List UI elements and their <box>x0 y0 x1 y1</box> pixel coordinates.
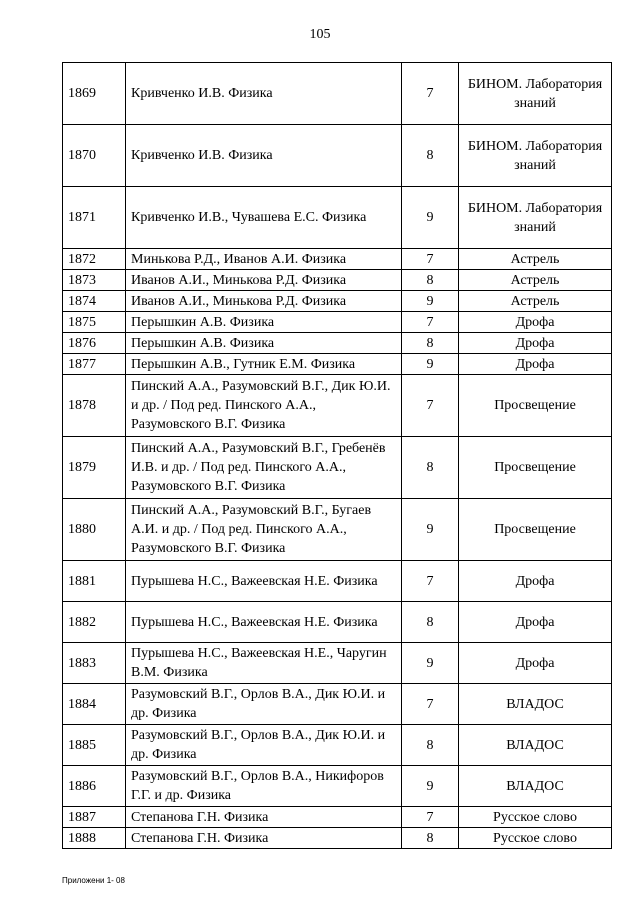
row-authors-title: Иванов А.И., Минькова Р.Д. Физика <box>126 291 402 312</box>
row-number: 1885 <box>63 725 126 766</box>
row-grade: 7 <box>402 684 459 725</box>
row-publisher: БИНОМ. Лаборатория знаний <box>459 63 612 125</box>
row-authors-title: Пинский А.А., Разумовский В.Г., Гребенёв И.В. и др. / Под ред. Пинского А.А., Разумовского В.Г. Физика <box>126 437 402 499</box>
row-grade: 9 <box>402 643 459 684</box>
row-authors-title: Перышкин А.В. Физика <box>126 312 402 333</box>
row-grade: 8 <box>402 333 459 354</box>
table-row <box>63 561 612 602</box>
row-grade: 7 <box>402 375 459 437</box>
row-authors-title: Кривченко И.В. Физика <box>126 63 402 125</box>
table-row <box>63 499 612 561</box>
textbook-table <box>62 62 612 849</box>
row-authors-title: Перышкин А.В. Физика <box>126 333 402 354</box>
table-row <box>63 766 612 807</box>
row-grade: 7 <box>402 312 459 333</box>
row-authors-title: Перышкин А.В., Гутник Е.М. Физика <box>126 354 402 375</box>
row-publisher: Просвещение <box>459 437 612 499</box>
table-row <box>63 643 612 684</box>
page-number: 105 <box>309 27 331 42</box>
table-row <box>63 828 612 849</box>
row-publisher: Астрель <box>459 270 612 291</box>
row-authors-title: Степанова Г.Н. Физика <box>126 807 402 828</box>
table-row <box>63 333 612 354</box>
footer-note: Приложени 1- 08 <box>62 876 125 885</box>
row-grade: 8 <box>402 437 459 499</box>
row-number: 1887 <box>63 807 126 828</box>
row-grade: 9 <box>402 766 459 807</box>
row-number: 1882 <box>63 602 126 643</box>
row-number: 1878 <box>63 375 126 437</box>
row-number: 1884 <box>63 684 126 725</box>
row-authors-title: Степанова Г.Н. Физика <box>126 828 402 849</box>
row-number: 1872 <box>63 249 126 270</box>
row-grade: 7 <box>402 561 459 602</box>
table-row <box>63 249 612 270</box>
row-publisher: ВЛАДОС <box>459 684 612 725</box>
table-row <box>63 437 612 499</box>
row-publisher: ВЛАДОС <box>459 725 612 766</box>
row-number: 1881 <box>63 561 126 602</box>
table-row <box>63 187 612 249</box>
row-grade: 9 <box>402 187 459 249</box>
row-publisher: Дрофа <box>459 312 612 333</box>
table-row <box>63 291 612 312</box>
row-authors-title: Разумовский В.Г., Орлов В.А., Никифоров Г.Г. и др. Физика <box>126 766 402 807</box>
row-number: 1877 <box>63 354 126 375</box>
row-authors-title: Пурышева Н.С., Важеевская Н.Е., Чаругин В.М. Физика <box>126 643 402 684</box>
table-row <box>63 807 612 828</box>
table-row <box>63 684 612 725</box>
row-authors-title: Разумовский В.Г., Орлов В.А., Дик Ю.И. и др. Физика <box>126 725 402 766</box>
row-publisher: Русское слово <box>459 828 612 849</box>
row-authors-title: Кривченко И.В., Чувашева Е.С. Физика <box>126 187 402 249</box>
row-publisher: Астрель <box>459 291 612 312</box>
row-authors-title: Пурышева Н.С., Важеевская Н.Е. Физика <box>126 602 402 643</box>
row-authors-title: Пурышева Н.С., Важеевская Н.Е. Физика <box>126 561 402 602</box>
row-number: 1874 <box>63 291 126 312</box>
row-grade: 8 <box>402 725 459 766</box>
row-publisher: Дрофа <box>459 602 612 643</box>
row-number: 1873 <box>63 270 126 291</box>
row-number: 1883 <box>63 643 126 684</box>
row-number: 1870 <box>63 125 126 187</box>
row-grade: 9 <box>402 499 459 561</box>
row-publisher: Просвещение <box>459 375 612 437</box>
row-number: 1869 <box>63 63 126 125</box>
row-number: 1888 <box>63 828 126 849</box>
row-publisher: БИНОМ. Лаборатория знаний <box>459 125 612 187</box>
row-authors-title: Кривченко И.В. Физика <box>126 125 402 187</box>
table-row <box>63 312 612 333</box>
table-row <box>63 354 612 375</box>
row-number: 1871 <box>63 187 126 249</box>
table-row <box>63 375 612 437</box>
row-grade: 8 <box>402 602 459 643</box>
row-number: 1880 <box>63 499 126 561</box>
row-publisher: Дрофа <box>459 561 612 602</box>
row-grade: 7 <box>402 807 459 828</box>
row-publisher: БИНОМ. Лаборатория знаний <box>459 187 612 249</box>
row-publisher: Русское слово <box>459 807 612 828</box>
row-publisher: Дрофа <box>459 354 612 375</box>
row-grade: 8 <box>402 828 459 849</box>
row-authors-title: Разумовский В.Г., Орлов В.А., Дик Ю.И. и др. Физика <box>126 684 402 725</box>
row-number: 1876 <box>63 333 126 354</box>
row-grade: 8 <box>402 270 459 291</box>
table-row <box>63 725 612 766</box>
row-grade: 7 <box>402 249 459 270</box>
table-row <box>63 63 612 125</box>
row-grade: 7 <box>402 63 459 125</box>
row-publisher: Дрофа <box>459 333 612 354</box>
row-publisher: Дрофа <box>459 643 612 684</box>
row-number: 1875 <box>63 312 126 333</box>
table-row <box>63 270 612 291</box>
table-row <box>63 602 612 643</box>
row-publisher: Астрель <box>459 249 612 270</box>
table-row <box>63 125 612 187</box>
row-authors-title: Пинский А.А., Разумовский В.Г., Бугаев А.И. и др. / Под ред. Пинского А.А., Разумовского В.Г. Физика <box>126 499 402 561</box>
row-grade: 9 <box>402 354 459 375</box>
row-number: 1879 <box>63 437 126 499</box>
row-grade: 9 <box>402 291 459 312</box>
row-publisher: ВЛАДОС <box>459 766 612 807</box>
row-authors-title: Иванов А.И., Минькова Р.Д. Физика <box>126 270 402 291</box>
row-number: 1886 <box>63 766 126 807</box>
row-authors-title: Пинский А.А., Разумовский В.Г., Дик Ю.И. и др. / Под ред. Пинского А.А., Разумовского В.Г. Физика <box>126 375 402 437</box>
row-publisher: Просвещение <box>459 499 612 561</box>
row-authors-title: Минькова Р.Д., Иванов А.И. Физика <box>126 249 402 270</box>
row-grade: 8 <box>402 125 459 187</box>
